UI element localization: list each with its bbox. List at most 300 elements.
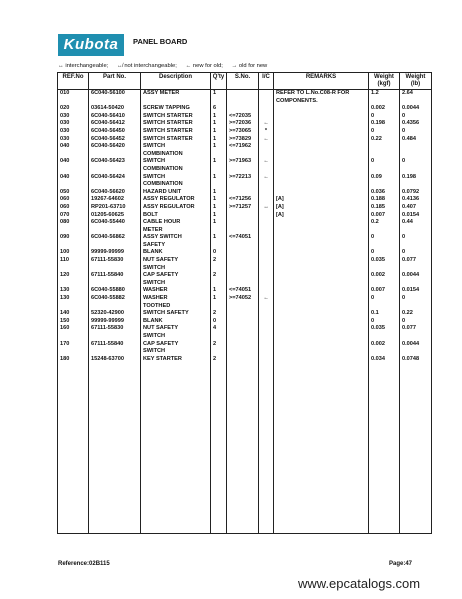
cell-remarks: [274, 174, 369, 189]
cell-weight-kgf: 0.035: [369, 257, 400, 272]
table-row: [58, 174, 432, 189]
cell-serial-no: <=71256: [227, 196, 259, 204]
cell-weight-kgf: 0.007: [369, 287, 400, 295]
col-qty: Q'ty: [211, 73, 227, 90]
cell-description: [141, 310, 211, 318]
cell-qty: 1: [211, 136, 227, 144]
cell-description-line: COMBINATION: [143, 165, 183, 172]
cell-description-line: KEY STARTER: [143, 355, 182, 362]
cell-part-no: 6C040-56450: [89, 128, 141, 136]
cell-serial-no: [227, 341, 259, 356]
table-row: [58, 105, 432, 113]
cell-description: [141, 272, 211, 287]
cell-ref-no: 060: [58, 204, 89, 212]
cell-remarks: [274, 272, 369, 287]
cell-weight-lb: 0.077: [400, 325, 432, 340]
empty-cell: [259, 363, 274, 533]
cell-ref-no: 040: [58, 143, 89, 158]
cell-description: [141, 143, 211, 158]
cell-description-line: SWITCH STARTER: [143, 112, 193, 119]
cell-description: [141, 189, 211, 197]
cell-ref-no: 180: [58, 356, 89, 364]
empty-cell: [369, 363, 400, 533]
cell-serial-no: >=73829: [227, 136, 259, 144]
cell-part-no: 03614-50420: [89, 105, 141, 113]
cell-weight-lb: 0.0044: [400, 341, 432, 356]
table-row: [58, 287, 432, 295]
cell-serial-no: >=73065: [227, 128, 259, 136]
cell-qty: 1: [211, 234, 227, 249]
table-row: [58, 356, 432, 364]
cell-weight-lb: 0: [400, 234, 432, 249]
watermark: www.epcatalogs.com: [298, 576, 421, 591]
cell-ref-no: 040: [58, 174, 89, 189]
col-weight-lb: Weight (lb): [400, 73, 432, 90]
cell-description-line: SWITCH: [143, 173, 166, 180]
cell-qty: 1: [211, 287, 227, 295]
legend-new-for-old: ← new for old;: [185, 63, 223, 69]
cell-description-line: SWITCH: [143, 143, 166, 150]
cell-part-no: 6C040-56452: [89, 136, 141, 144]
cell-description: [141, 212, 211, 220]
cell-description-line: ASSY SWITCH: [143, 234, 182, 241]
col-description: Description: [141, 73, 211, 90]
cell-weight-lb: 0.0044: [400, 272, 432, 287]
table-row: [58, 204, 432, 212]
cell-ic: *: [259, 128, 274, 136]
parts-table: [57, 72, 432, 534]
cell-part-no: 6C040-55882: [89, 295, 141, 310]
cell-remarks: [274, 128, 369, 136]
legend-not-interchangeable: ↮ not interchangeable;: [116, 63, 177, 69]
cell-remarks: [274, 158, 369, 173]
cell-ref-no: 130: [58, 295, 89, 310]
cell-weight-lb: 0.0792: [400, 189, 432, 197]
cell-part-no: 6C040-56100: [89, 90, 141, 106]
cell-remarks-line: REFER TO L.No.C08-R FOR: [276, 90, 350, 96]
cell-weight-lb: 0.0154: [400, 287, 432, 295]
table-row: [58, 234, 432, 249]
cell-description-line: METER: [143, 226, 163, 233]
cell-description: [141, 257, 211, 272]
cell-weight-lb: 0.077: [400, 257, 432, 272]
cell-ic: [259, 113, 274, 121]
cell-qty: 1: [211, 204, 227, 212]
cell-qty: 1: [211, 295, 227, 310]
table-row: [58, 189, 432, 197]
cell-serial-no: >=72036: [227, 120, 259, 128]
empty-cell: [141, 363, 211, 533]
cell-part-no: RP201-63710: [89, 204, 141, 212]
cell-ic: [259, 257, 274, 272]
cell-remarks: [274, 249, 369, 257]
table-row: [58, 113, 432, 121]
empty-cell: [211, 363, 227, 533]
cell-part-no: 6C040-56862: [89, 234, 141, 249]
cell-description-line: SAFETY: [143, 241, 166, 248]
cell-description-line: SWITCH STARTER: [143, 127, 193, 134]
cell-remarks: [274, 356, 369, 364]
table-row: [58, 128, 432, 136]
cell-ic: ←: [259, 136, 274, 144]
cell-weight-lb: 0: [400, 295, 432, 310]
cell-serial-no: [227, 105, 259, 113]
cell-ic: ↔: [259, 204, 274, 212]
cell-weight-lb: 0.44: [400, 219, 432, 234]
cell-serial-no: [227, 189, 259, 197]
legend-old-for-new: → old for new: [231, 63, 268, 69]
cell-ic: [259, 356, 274, 364]
cell-description: [141, 174, 211, 189]
cell-part-no: 67111-55830: [89, 257, 141, 272]
cell-weight-lb: 0: [400, 128, 432, 136]
empty-cell: [89, 363, 141, 533]
cell-remarks: [274, 295, 369, 310]
cell-ref-no: 130: [58, 287, 89, 295]
cell-description-line: BLANK: [143, 249, 163, 256]
cell-description-line: WASHER: [143, 287, 168, 294]
cell-serial-no: <=71962: [227, 143, 259, 158]
cell-qty: 1: [211, 90, 227, 106]
cell-weight-kgf: 0.09: [369, 174, 400, 189]
cell-description: [141, 219, 211, 234]
cell-description-line: COMBINATION: [143, 150, 183, 157]
cell-description: [141, 128, 211, 136]
cell-weight-kgf: [369, 143, 400, 158]
interchange-legend: [58, 63, 274, 69]
cell-ic: ←: [259, 174, 274, 189]
cell-weight-lb: 0.0748: [400, 356, 432, 364]
cell-ic: [259, 189, 274, 197]
cell-remarks: [274, 120, 369, 128]
cell-serial-no: >=71257: [227, 204, 259, 212]
cell-qty: 1: [211, 196, 227, 204]
cell-description: [141, 90, 211, 106]
cell-weight-lb: 0.0044: [400, 105, 432, 113]
cell-description: [141, 105, 211, 113]
cell-weight-kgf: 0.036: [369, 189, 400, 197]
cell-description-line: SWITCH: [143, 279, 166, 286]
cell-ic: [259, 143, 274, 158]
table-row: [58, 158, 432, 173]
cell-ic: [259, 212, 274, 220]
cell-weight-kgf: 0.002: [369, 272, 400, 287]
cell-part-no: 6C040-56423: [89, 158, 141, 173]
cell-ref-no: 120: [58, 272, 89, 287]
cell-ref-no: 060: [58, 196, 89, 204]
cell-remarks: [274, 318, 369, 326]
cell-serial-no: >=72213: [227, 174, 259, 189]
cell-ref-no: 080: [58, 219, 89, 234]
cell-serial-no: [227, 318, 259, 326]
col-serial-no: S.No.: [227, 73, 259, 90]
cell-part-no: 6C040-56620: [89, 189, 141, 197]
cell-serial-no: [227, 257, 259, 272]
cell-description-line: NUT SAFETY: [143, 257, 179, 264]
cell-ic: ←: [259, 295, 274, 310]
cell-weight-kgf: 0.002: [369, 105, 400, 113]
cell-remarks: [274, 113, 369, 121]
cell-part-no: 19267-64602: [89, 196, 141, 204]
cell-serial-no: [227, 90, 259, 106]
cell-description: [141, 136, 211, 144]
cell-description-line: TOOTHED: [143, 302, 171, 309]
cell-qty: 1: [211, 212, 227, 220]
cell-remarks: [274, 310, 369, 318]
cell-remarks: [274, 325, 369, 340]
footer-reference: Reference:02B115: [58, 561, 110, 567]
cell-serial-no: [227, 310, 259, 318]
cell-qty: 2: [211, 341, 227, 356]
cell-description-line: SWITCH: [143, 264, 166, 271]
cell-weight-lb: [400, 143, 432, 158]
cell-ic: [259, 105, 274, 113]
cell-ic: [259, 219, 274, 234]
table-row: [58, 272, 432, 287]
cell-description: [141, 113, 211, 121]
table-row: [58, 212, 432, 220]
table-row: [58, 341, 432, 356]
cell-weight-lb: 0: [400, 158, 432, 173]
cell-part-no: 6C040-55440: [89, 219, 141, 234]
cell-weight-lb: 0.0154: [400, 212, 432, 220]
cell-description-line: SWITCH STARTER: [143, 120, 193, 127]
table-row: [58, 257, 432, 272]
cell-ref-no: 050: [58, 189, 89, 197]
cell-weight-kgf: 0.002: [369, 341, 400, 356]
cell-qty: 6: [211, 105, 227, 113]
cell-ic: [259, 90, 274, 106]
cell-qty: 1: [211, 219, 227, 234]
cell-ic: [259, 287, 274, 295]
cell-qty: 4: [211, 325, 227, 340]
cell-weight-kgf: 0.034: [369, 356, 400, 364]
cell-ref-no: 030: [58, 136, 89, 144]
table-row: [58, 295, 432, 310]
footer-page-number: Page:47: [388, 561, 412, 567]
cell-description-line: ASSY REGULATOR: [143, 196, 195, 203]
cell-serial-no: [227, 272, 259, 287]
table-header: [58, 73, 432, 90]
cell-description: [141, 204, 211, 212]
cell-ic: ←: [259, 158, 274, 173]
kubota-logo: Kubota: [58, 34, 124, 56]
empty-cell: [227, 363, 259, 533]
cell-ref-no: 170: [58, 341, 89, 356]
cell-weight-lb: 0.198: [400, 174, 432, 189]
cell-qty: 2: [211, 310, 227, 318]
cell-weight-lb: 0.407: [400, 204, 432, 212]
cell-weight-kgf: 0: [369, 113, 400, 121]
cell-weight-kgf: 0: [369, 234, 400, 249]
cell-description-line: SWITCH: [143, 333, 166, 339]
table-row: [58, 136, 432, 144]
table-row: [58, 249, 432, 257]
cell-description-line: NUT SAFETY: [143, 325, 179, 332]
cell-description-line: SWITCH: [143, 158, 166, 165]
cell-weight-lb: 0.4356: [400, 120, 432, 128]
cell-part-no: 52320-42900: [89, 310, 141, 318]
cell-qty: 0: [211, 249, 227, 257]
cell-description-line: ASSY METER: [143, 90, 180, 96]
cell-description-line: SWITCH SAFETY: [143, 310, 189, 317]
cell-weight-kgf: 0.007: [369, 212, 400, 220]
cell-ref-no: 160: [58, 325, 89, 340]
cell-remarks-line: [A]: [276, 196, 284, 203]
cell-weight-kgf: 0.22: [369, 136, 400, 144]
cell-ref-no: 010: [58, 90, 89, 106]
table-row: [58, 310, 432, 318]
cell-remarks: [274, 257, 369, 272]
cell-serial-no: [227, 212, 259, 220]
table-row: [58, 219, 432, 234]
cell-ic: [259, 272, 274, 287]
table-row: [58, 325, 432, 340]
cell-serial-no: [227, 356, 259, 364]
cell-description: [141, 234, 211, 249]
cell-weight-kgf: 0.1: [369, 310, 400, 318]
cell-qty: 1: [211, 158, 227, 173]
cell-weight-lb: 2.64: [400, 90, 432, 106]
cell-part-no: 67111-55830: [89, 325, 141, 340]
cell-ref-no: 150: [58, 318, 89, 326]
cell-part-no: 01205-60625: [89, 212, 141, 220]
cell-serial-no: >=74052: [227, 295, 259, 310]
cell-ic: [259, 318, 274, 326]
cell-weight-kgf: 0: [369, 318, 400, 326]
cell-serial-no: [227, 325, 259, 340]
col-weight-kgf: Weight (kgf): [369, 73, 400, 90]
cell-ic: ←: [259, 120, 274, 128]
cell-serial-no: <=72035: [227, 113, 259, 121]
table-row: [58, 318, 432, 326]
legend-interchangeable: ↔ interchangeable;: [58, 63, 109, 69]
cell-qty: 2: [211, 272, 227, 287]
table-row: [58, 143, 432, 158]
cell-part-no: 15248-63700: [89, 356, 141, 364]
table-row: [58, 90, 432, 106]
cell-weight-lb: 0.484: [400, 136, 432, 144]
cell-ref-no: 070: [58, 212, 89, 220]
cell-ref-no: 040: [58, 158, 89, 173]
cell-description-line: COMBINATION: [143, 181, 183, 188]
cell-serial-no: <=74051: [227, 234, 259, 249]
cell-description-line: HAZARD UNIT: [143, 188, 182, 195]
cell-part-no: 67111-55840: [89, 341, 141, 356]
cell-remarks: [274, 212, 369, 220]
cell-ref-no: 110: [58, 257, 89, 272]
cell-ic: [259, 341, 274, 356]
cell-description: [141, 196, 211, 204]
cell-description-line: BLANK: [143, 317, 163, 324]
cell-serial-no: [227, 249, 259, 257]
table-spacer: [58, 363, 432, 533]
cell-weight-kgf: 0: [369, 249, 400, 257]
cell-weight-kgf: 0: [369, 128, 400, 136]
cell-description-line: CAP SAFETY: [143, 272, 179, 279]
cell-remarks-line: COMPONENTS.: [276, 97, 318, 104]
cell-remarks: [274, 219, 369, 234]
cell-qty: 1: [211, 174, 227, 189]
cell-qty: 1: [211, 120, 227, 128]
cell-remarks: [274, 189, 369, 197]
cell-part-no: 6C040-56420: [89, 143, 141, 158]
table-row: [58, 120, 432, 128]
cell-remarks: [274, 234, 369, 249]
cell-weight-lb: 0: [400, 318, 432, 326]
cell-qty: 2: [211, 356, 227, 364]
cell-remarks: [274, 204, 369, 212]
cell-part-no: 99999-99999: [89, 318, 141, 326]
col-part-no: Part No.: [89, 73, 141, 90]
cell-serial-no: >=71963: [227, 158, 259, 173]
cell-qty: 1: [211, 113, 227, 121]
cell-weight-lb: 0.4136: [400, 196, 432, 204]
cell-description-line: SWITCH: [143, 348, 166, 355]
cell-remarks: [274, 341, 369, 356]
cell-weight-lb: 0: [400, 249, 432, 257]
cell-qty: 1: [211, 143, 227, 158]
cell-ref-no: 030: [58, 128, 89, 136]
cell-description-line: SCREW TAPPING: [143, 105, 190, 112]
cell-remarks: [274, 90, 369, 106]
cell-description-line: WASHER: [143, 295, 168, 302]
col-ref-no: REF.No: [58, 73, 89, 90]
cell-qty: 2: [211, 257, 227, 272]
cell-part-no: 6C040-55880: [89, 287, 141, 295]
cell-description: [141, 295, 211, 310]
cell-serial-no: <=74051: [227, 287, 259, 295]
cell-weight-kgf: 0.2: [369, 219, 400, 234]
cell-weight-kgf: 0.188: [369, 196, 400, 204]
cell-ref-no: 100: [58, 249, 89, 257]
cell-description: [141, 158, 211, 173]
cell-remarks: [274, 287, 369, 295]
cell-ic: [259, 196, 274, 204]
cell-ref-no: 030: [58, 113, 89, 121]
cell-weight-kgf: 0: [369, 158, 400, 173]
cell-weight-kgf: 1.2: [369, 90, 400, 106]
cell-weight-kgf: 0: [369, 295, 400, 310]
cell-description: [141, 325, 211, 340]
col-remarks: REMARKS: [274, 73, 369, 90]
cell-weight-kgf: 0.185: [369, 204, 400, 212]
empty-cell: [400, 363, 432, 533]
cell-qty: 1: [211, 189, 227, 197]
cell-description-line: ASSY REGULATOR: [143, 203, 195, 210]
cell-description-line: BOLT: [143, 211, 158, 218]
col-ic: I/C: [259, 73, 274, 90]
cell-remarks: [274, 105, 369, 113]
cell-part-no: 6C040-56424: [89, 174, 141, 189]
cell-ref-no: 090: [58, 234, 89, 249]
cell-weight-kgf: 0.198: [369, 120, 400, 128]
cell-part-no: 6C040-56410: [89, 113, 141, 121]
cell-remarks: [274, 143, 369, 158]
cell-description: [141, 120, 211, 128]
cell-ic: [259, 325, 274, 340]
table-row: [58, 196, 432, 204]
cell-remarks-line: [A]: [276, 211, 284, 218]
cell-description-line: SWITCH STARTER: [143, 135, 193, 142]
cell-description: [141, 249, 211, 257]
cell-ic: [259, 249, 274, 257]
cell-description: [141, 318, 211, 326]
cell-qty: 1: [211, 128, 227, 136]
cell-weight-lb: 0: [400, 113, 432, 121]
cell-part-no: 67111-55840: [89, 272, 141, 287]
cell-remarks: [274, 136, 369, 144]
